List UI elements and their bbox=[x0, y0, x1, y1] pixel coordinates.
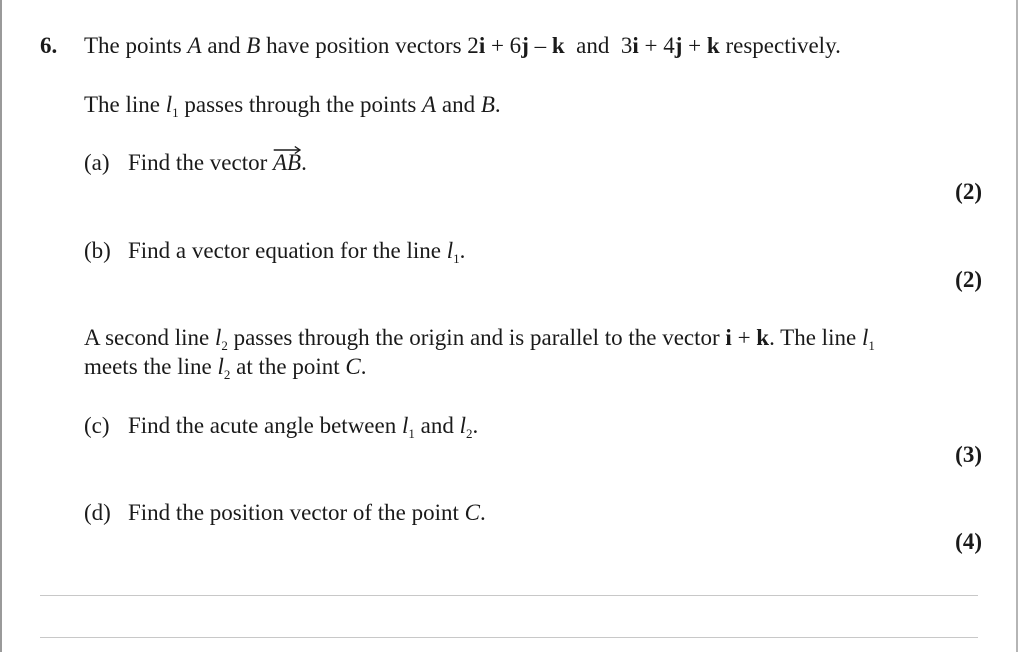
part-c: (c) Find the acute angle between $l_1$ and $l_2$. bbox=[84, 413, 479, 441]
part-d: (d) Find the position vector of the point C. bbox=[84, 500, 486, 525]
page-left-border bbox=[0, 0, 2, 652]
part-d-marks: (4) bbox=[955, 529, 982, 554]
question-intro: The points A and B have position vectors 2i + 6j – k and 3i + 4j + k respectively. bbox=[84, 33, 841, 58]
second-line-paragraph-row2: meets the line $l_2$ at the point C. bbox=[84, 354, 367, 382]
vector-ab: AB bbox=[273, 149, 301, 177]
part-a-marks: (2) bbox=[955, 179, 982, 204]
question-number: 6. bbox=[40, 33, 58, 58]
second-line-paragraph-row1: A second line $l_2$ passes through the origin and is parallel to the vector i + k. The line $l_1$ bbox=[84, 325, 875, 353]
answer-line bbox=[40, 637, 978, 638]
part-c-label: (c) bbox=[84, 413, 110, 438]
part-c-marks: (3) bbox=[955, 442, 982, 467]
part-a-label: (a) bbox=[84, 150, 110, 175]
line-l1-statement: The line $l_1$ passes through the points A and B. bbox=[84, 92, 501, 120]
answer-line bbox=[40, 595, 978, 596]
part-b: (b) Find a vector equation for the line $l_1$. bbox=[84, 238, 466, 266]
part-d-label: (d) bbox=[84, 500, 111, 525]
part-b-label: (b) bbox=[84, 238, 111, 263]
part-b-marks: (2) bbox=[955, 267, 982, 292]
part-a: (a) Find the vector AB . bbox=[84, 149, 307, 177]
vector-arrow-icon bbox=[273, 145, 301, 155]
